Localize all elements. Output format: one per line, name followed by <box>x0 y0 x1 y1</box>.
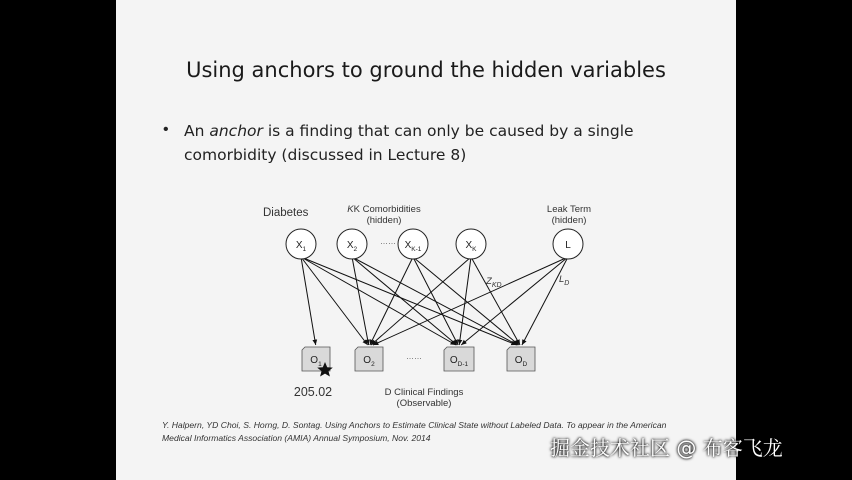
hidden-node-label: $X_2$ <box>346 240 358 253</box>
observed-node-label: $O_1$ <box>310 355 322 368</box>
bullet-text-emphasis: anchor <box>209 122 263 140</box>
edge-h1-o1 <box>352 257 369 345</box>
edge-h1-o2 <box>352 257 457 345</box>
citation-line-1: Y. Halpern, YD Choi, S. Horng, D. Sontag. Using Anchors to Estimate Clinical State without Labeled Data. To appear in the American <box>162 420 667 430</box>
hidden-nodes <box>286 229 583 259</box>
edge-h4-o2 <box>461 257 568 345</box>
hidden-node-xk <box>456 229 486 259</box>
comorbidities-label: KK Comorbidities <box>347 204 421 215</box>
edge-h3-o1 <box>371 257 471 345</box>
hidden-node-x1 <box>286 229 316 259</box>
edge-h0-o2 <box>301 257 456 345</box>
clinical-findings-label: D Clinical Findings <box>384 387 464 398</box>
noisy-or-network-diagram <box>116 0 736 420</box>
edge-h4-o1 <box>373 257 568 345</box>
bullet-icon: • <box>163 121 169 138</box>
observed-node-o2 <box>355 347 383 371</box>
observed-nodes-ellipsis: …… <box>406 352 422 361</box>
edge-h2-o3 <box>413 257 519 345</box>
hidden-node-x2 <box>337 229 367 259</box>
edge-h4-o3 <box>522 257 568 345</box>
hidden-node-label: $X_1$ <box>295 240 307 253</box>
edge-h3-o3 <box>471 257 520 345</box>
leak-hidden-label: (hidden) <box>551 215 587 226</box>
slide <box>116 0 736 480</box>
observed-node-label: $O_2$ <box>363 355 375 368</box>
citation-line-2: Medical Informatics Association (AMIA) Annual Symposium, Nov. 2014 <box>162 433 431 443</box>
edge-h3-o2 <box>459 257 471 345</box>
bullet-text-line2: comorbidity (discussed in Lecture 8) <box>184 146 467 164</box>
hidden-node-label: L <box>565 240 571 251</box>
diabetes-label: Diabetes <box>263 207 309 219</box>
diagnosis-code-label: 205.02 <box>293 385 333 399</box>
hidden-node-label: $X_K$ <box>465 240 477 253</box>
edges <box>301 257 568 345</box>
observed-node-od-1 <box>444 347 474 371</box>
hidden-node-label: $X_{K-1}$ <box>404 240 422 253</box>
observed-node-od <box>507 347 535 371</box>
hidden-node-l <box>553 229 583 259</box>
bullet-text-pre: An <box>184 122 210 140</box>
hidden-node-xk-1 <box>398 229 428 259</box>
edge-h0-o3 <box>301 257 517 345</box>
edge-h2-o2 <box>413 257 458 345</box>
bullet-text-post: is a finding that can only be caused by a single <box>262 122 634 140</box>
hidden-nodes-ellipsis: …… <box>380 237 396 246</box>
edge-h0-o0 <box>301 257 316 345</box>
observed-node-label: $O_D$ <box>514 355 528 368</box>
zkd-label: $Z_{KD}$ <box>486 276 502 289</box>
slide-title: Using anchors to ground the hidden variables <box>186 58 666 82</box>
ld-label: $L_D$ <box>559 274 570 287</box>
watermark: 掘金技术社区 @ 布客飞龙 <box>550 436 783 460</box>
observed-node-label: $O_{D-1}$ <box>449 355 469 368</box>
leak-term-label: Leak Term <box>546 204 592 215</box>
comorbidities-hidden-label: (hidden) <box>366 215 402 226</box>
observable-label: (Observable) <box>396 398 452 409</box>
